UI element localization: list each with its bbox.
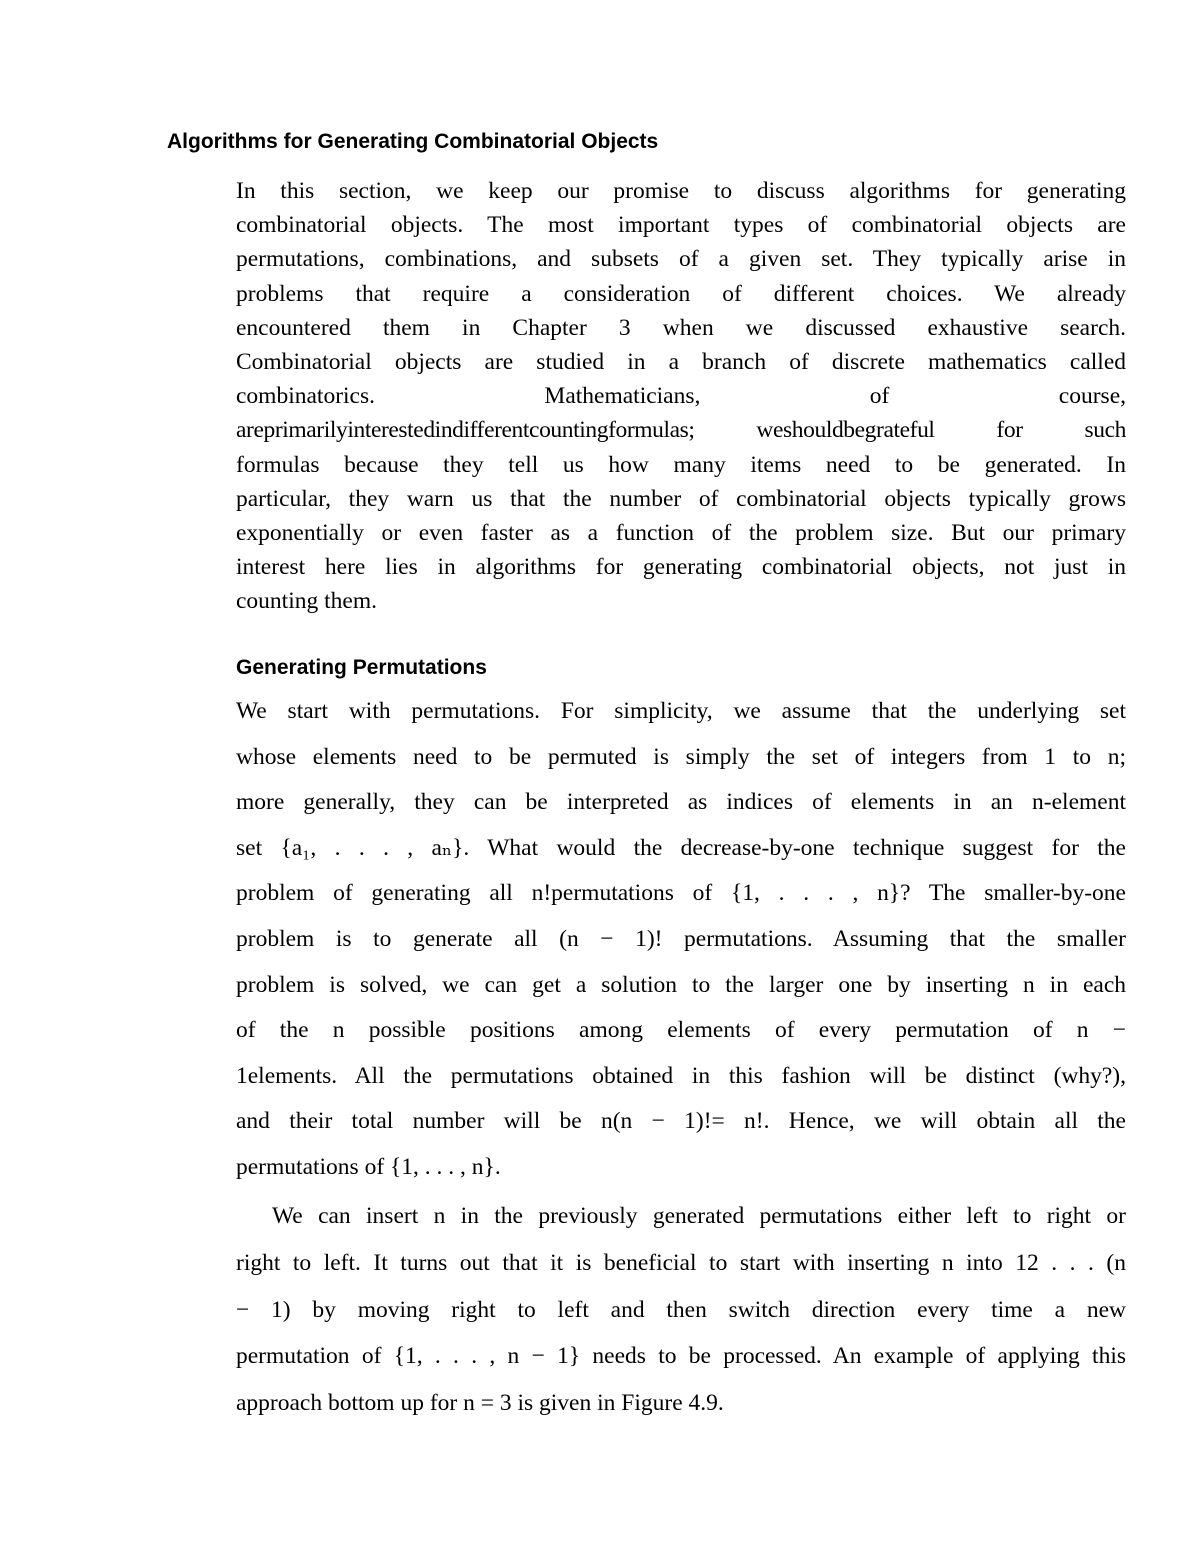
insertion-paragraph	[236, 1193, 1126, 1427]
permutations-paragraph	[236, 689, 1126, 1191]
text-line: formulas because they tell us how many items need to be generated. In	[236, 451, 1126, 478]
intro-paragraph	[236, 174, 1126, 619]
text-line: permutations, combinations, and subsets of a given set. They typically arise in	[236, 246, 1126, 273]
text-line: right to left. It turns out that it is beneficial to start with inserting n into 12 . . . (n	[236, 1249, 1126, 1276]
text-line: problem of generating all n!permutations of {1, . . . , n}? The smaller-by-one	[236, 880, 1126, 907]
text-line: 1elements. All the permutations obtained in this fashion will be distinct (why?),	[236, 1062, 1126, 1089]
text-line: problems that require a consideration of different choices. We already	[236, 280, 1126, 307]
subsection-title: Generating Permutations	[236, 656, 487, 679]
text-line: problem is solved, we can get a solution to the larger one by inserting n in each	[236, 971, 1126, 998]
text-line: permutation of {1, . . . , n − 1} needs to be processed. An example of applying this	[236, 1343, 1126, 1370]
text-line: counting them.	[236, 588, 377, 615]
text-line: approach bottom up for n = 3 is given in Figure 4.9.	[236, 1390, 724, 1417]
text-line: set {a₁, . . . , aₙ}. What would the decrease-by-one technique suggest for the	[236, 834, 1126, 861]
text-line: − 1) by moving right to left and then switch direction every time a new	[236, 1296, 1126, 1323]
text-line: and their total number will be n(n − 1)!= n!. Hence, we will obtain all the	[236, 1108, 1126, 1135]
text-line: whose elements need to be permuted is simply the set of integers from 1 to n;	[236, 743, 1126, 770]
section-title: Algorithms for Generating Combinatorial Objects	[167, 130, 659, 153]
text-line: exponentially or even faster as a function of the problem size. But our primary	[236, 520, 1126, 547]
text-line: combinatorics. Mathematicians, of course,	[236, 383, 1126, 410]
text-line: problem is to generate all (n − 1)! permutations. Assuming that the smaller	[236, 925, 1126, 952]
text-line: particular, they warn us that the number of combinatorial objects typically grows	[236, 485, 1126, 512]
text-line: more generally, they can be interpreted as indices of elements in an n-element	[236, 789, 1126, 816]
text-line: encountered them in Chapter 3 when we discussed exhaustive search.	[236, 314, 1126, 341]
text-line: of the n possible positions among elements of every permutation of n −	[236, 1017, 1126, 1044]
text-line: We start with permutations. For simplicity, we assume that the underlying set	[236, 698, 1126, 724]
text-line: Combinatorial objects are studied in a branch of discrete mathematics called	[236, 349, 1126, 376]
text-line: areprimarilyinterestedindifferentcountingformulas; weshouldbegrateful for such	[236, 417, 1126, 444]
text-line: combinatorial objects. The most important types of combinatorial objects are	[236, 212, 1126, 239]
text-line: interest here lies in algorithms for generating combinatorial objects, not just in	[236, 554, 1126, 581]
text-line: We can insert n in the previously generated permutations either left to right or	[272, 1203, 1126, 1229]
text-line: In this section, we keep our promise to discuss algorithms for generating	[236, 178, 1126, 204]
text-line: permutations of {1, . . . , n}.	[236, 1153, 501, 1180]
